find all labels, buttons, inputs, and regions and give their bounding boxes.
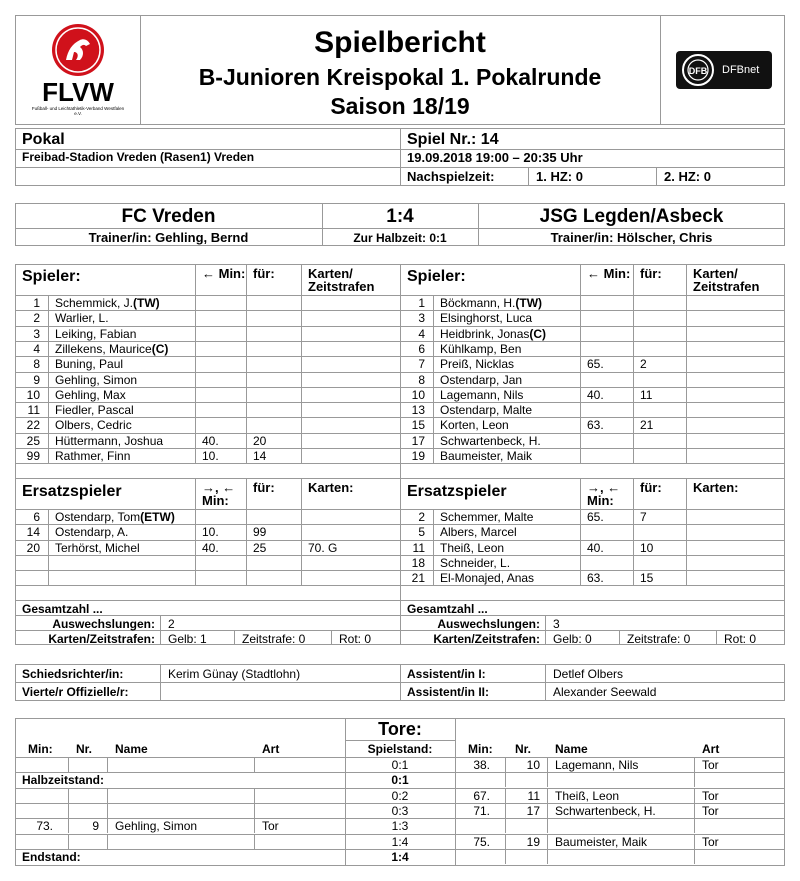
goal-away-nr: 11 [527,788,540,803]
home-red-count: Rot: 0 [339,632,372,646]
home-sub-nr: 6 [33,510,40,524]
goal-away-nr: 10 [526,758,540,772]
away-substitutions-label: Auswechslungen: [437,617,540,631]
away-in-out-min-label: →, ← Min: [587,480,621,508]
away-sub-for: 7 [640,510,647,524]
away-player-name: Preiß, Nicklas [440,357,515,372]
home-sub-in-min: 40. [202,540,219,555]
referee-label: Schiedsrichter/in: [22,667,124,681]
goals-col-type-home: Art [262,742,280,756]
goals-col-nr-away: Nr. [515,742,532,756]
goals-col-min-home: Min: [28,742,53,756]
away-player-nr: 1 [418,296,425,310]
goals-col-nr-home: Nr. [76,742,93,756]
away-totals-heading: Gesamtzahl ... [407,602,488,616]
stoppage-second-half: 2. HZ: 0 [664,169,711,184]
away-sub-in-min: 40. [587,540,604,555]
home-sub-nr: 20 [26,540,40,555]
away-sub-nr: 5 [418,525,425,540]
home-substitutions-count: 2 [168,617,175,631]
assistant1-label: Assistent/in I: [407,667,486,681]
home-player-sub-for: 20 [253,433,267,448]
home-player-name: Rathmer, Finn [55,449,131,463]
goal-away-name: Schwartenbeck, H. [555,803,656,818]
away-sub-name: Albers, Marcel [440,525,517,540]
goals-summary-label: Halbzeitstand: [22,773,105,788]
away-player-sub-min: 40. [587,387,604,402]
goal-away-type: Tor [702,758,719,772]
goal-away-type: Tor [702,788,719,803]
away-cards-time-label: Karten/ Zeitstrafen [693,266,760,294]
away-coach: Trainer/in: Hölscher, Chris [550,230,713,245]
home-sub-name: Terhörst, Michel [55,540,140,555]
home-player-name: Leiking, Fabian [55,326,137,341]
home-player-nr: 2 [33,311,40,326]
home-subs-for-label: für: [253,480,275,495]
goal-away-type: Tor [702,834,719,849]
away-player-sub-for: 2 [640,357,647,372]
away-sub-name: Schemmer, Malte [440,510,534,524]
home-player-name: Olbers, Cedric [55,418,132,433]
stoppage-first-half: 1. HZ: 0 [536,169,583,184]
home-player-name: Zillekens, Maurice(C) [55,341,169,356]
home-sub-cards: 70. G [308,540,338,555]
away-out-min-label: ← Min: [587,266,631,281]
home-cards-penalties-label: Karten/Zeitstrafen: [48,632,155,646]
goals-heading: Tore: [378,719,422,739]
goal-away-min: 67. [473,788,490,803]
away-player-name: Schwartenbeck, H. [440,433,541,448]
home-sub-for: 99 [253,525,267,540]
goal-home-name: Gehling, Simon [115,819,198,834]
away-player-nr: 3 [418,311,425,326]
halftime-score: Zur Halbzeit: 0:1 [353,231,447,245]
dfb-emblem-icon [680,51,720,89]
home-player-name: Schemmick, J.(TW) [55,296,160,310]
away-player-name: Kühlkamp, Ben [440,341,522,356]
goal-running-score: 0:1 [391,758,409,772]
goal-away-nr: 17 [526,803,540,818]
home-substitutions-label: Auswechslungen: [52,617,155,631]
flvw-small-text: Fußball- und Leichtathletik-Verband Westfalen e.V. [31,106,125,116]
match-datetime: 19.09.2018 19:00 – 20:35 Uhr [407,150,583,165]
home-out-min-label: ← Min: [202,266,246,281]
home-sub-for: 25 [253,540,267,555]
home-sub-name: Ostendarp, Tom(ETW) [55,510,175,524]
away-player-name: Ostendarp, Jan [440,372,523,387]
goals-summary-score: 1:4 [391,849,409,864]
away-sub-in-min: 63. [587,571,604,586]
home-player-nr: 11 [27,403,40,418]
away-player-nr: 15 [411,418,425,433]
away-player-nr: 17 [411,433,425,448]
home-player-name: Gehling, Simon [55,372,138,387]
home-sub-role-tag: (ETW) [140,510,175,524]
home-in-out-min-label: →, ← Min: [202,480,236,508]
competition-label: Pokal [22,131,65,148]
home-totals-heading: Gesamtzahl ... [22,602,103,616]
home-player-sub-min: 40. [202,433,219,448]
away-player-nr: 10 [411,387,425,402]
referee-name: Kerim Günay (Stadtlohn) [168,667,301,681]
away-sub-nr: 11 [412,540,425,555]
report-season: Saison 18/19 [330,93,470,119]
home-player-nr: 10 [26,387,40,402]
goal-home-type: Tor [262,819,279,834]
home-yellow-count: Gelb: 1 [168,632,207,646]
home-cards-time-label: Karten/ Zeitstrafen [308,266,375,294]
goal-running-score: 0:3 [391,803,409,818]
away-team: JSG Legden/Asbeck [539,206,724,227]
assistant2-label: Assistent/in II: [407,685,490,699]
goal-home-min: 73. [36,819,53,834]
home-player-name: Hüttermann, Joshua [55,433,164,448]
home-player-role-tag: (C) [151,341,169,356]
home-sub-nr: 14 [26,525,40,540]
report-title: Spielbericht [314,26,486,59]
home-player-nr: 4 [33,341,40,356]
home-timepen-count: Zeitstrafe: 0 [242,632,306,646]
home-coach: Trainer/in: Gehling, Bernd [88,230,249,245]
goals-col-name-home: Name [115,742,148,756]
away-subs-cards-label: Karten: [693,480,739,495]
away-player-name: Lagemann, Nils [440,387,524,402]
goal-away-min: 75. [473,834,490,849]
goal-home-nr: 9 [92,819,99,834]
stoppage-label: Nachspielzeit: [407,169,495,184]
away-player-sub-min: 65. [587,357,604,372]
home-player-role-tag: (TW) [133,296,160,310]
goals-col-score: Spielstand: [367,742,433,756]
goal-away-name: Baumeister, Maik [555,834,648,849]
away-sub-for: 10 [640,540,654,555]
away-yellow-count: Gelb: 0 [553,632,592,646]
home-player-sub-for: 14 [253,449,267,463]
home-player-nr: 25 [26,433,40,448]
venue: Freibad-Stadion Vreden (Rasen1) Vreden [22,150,255,164]
home-subs-heading: Ersatzspieler [22,483,122,500]
away-player-role-tag: (TW) [515,296,543,310]
away-sub-in-min: 65. [587,510,604,524]
home-player-nr: 9 [33,372,40,387]
away-player-name: Ostendarp, Malte [440,403,533,418]
away-subs-for-label: für: [640,480,662,495]
goal-away-min: 71. [473,803,490,818]
goal-running-score: 1:3 [391,819,409,834]
assistant2-name: Alexander Seewald [553,685,657,699]
away-player-nr: 8 [418,372,425,387]
goal-running-score: 1:4 [391,834,409,849]
away-red-count: Rot: 0 [724,632,757,646]
away-subs-heading: Ersatzspieler [407,483,507,500]
goal-away-name: Theiß, Leon [555,788,620,803]
away-player-sub-for: 11 [640,387,653,402]
home-sub-in-min: 10. [202,525,219,540]
away-player-sub-for: 21 [640,418,654,433]
away-player-sub-min: 63. [587,418,604,433]
away-player-name: Böckmann, H.(TW) [440,296,543,310]
home-player-sub-min: 10. [202,449,219,463]
goals-col-name-away: Name [555,742,588,756]
home-player-name: Fiedler, Pascal [55,403,134,418]
goal-away-type: Tor [702,803,719,818]
home-team: FC Vreden [121,206,216,227]
away-player-nr: 4 [418,326,425,341]
home-player-name: Gehling, Max [55,387,126,402]
away-sub-nr: 18 [411,555,425,570]
home-player-nr: 3 [33,326,40,341]
away-player-name: Korten, Leon [440,418,509,433]
away-sub-nr: 2 [418,510,425,524]
away-for-label: für: [640,266,662,281]
goals-summary-score: 0:1 [391,773,409,788]
away-player-nr: 19 [411,449,425,463]
dfbnet-wordmark: DFBnet [722,64,760,76]
away-cards-penalties-label: Karten/Zeitstrafen: [433,632,540,646]
dfbnet-logo [676,51,772,89]
away-player-nr: 7 [418,357,425,372]
away-player-nr: 6 [418,341,425,356]
final-score: 1:4 [386,206,414,227]
away-player-role-tag: (C) [529,326,547,341]
goals-summary-label: Endstand: [22,849,81,864]
home-player-name: Warlier, L. [55,311,109,326]
away-timepen-count: Zeitstrafe: 0 [627,632,691,646]
away-player-name: Elsinghorst, Luca [440,311,533,326]
away-sub-name: Schneider, L. [440,555,511,570]
away-player-name: Heidbrink, Jonas(C) [440,326,547,341]
assistant1-name: Detlef Olbers [553,667,624,681]
away-player-nr: 13 [411,403,425,418]
away-player-name: Baumeister, Maik [440,449,533,463]
home-sub-name: Ostendarp, A. [55,525,129,540]
fourth-official-label: Vierte/r Offizielle/r: [22,685,129,699]
match-number: Spiel Nr.: 14 [407,131,499,148]
goal-running-score: 0:2 [391,788,409,803]
goal-away-name: Lagemann, Nils [555,758,639,772]
home-players-heading: Spieler: [22,268,81,285]
goal-away-min: 38. [473,758,490,772]
away-sub-for: 15 [640,571,654,586]
report-subtitle: B-Junioren Kreispokal 1. Pokalrunde [198,64,602,90]
goals-col-min-away: Min: [468,742,493,756]
home-player-name: Buning, Paul [55,357,124,372]
home-subs-cards-label: Karten: [308,480,354,495]
away-sub-name: Theiß, Leon [440,540,505,555]
home-player-nr: 8 [33,357,40,372]
home-for-label: für: [253,266,275,281]
home-player-nr: 1 [33,296,40,310]
away-sub-name: El-Monajed, Anas [440,571,535,586]
home-player-nr: 99 [26,449,40,463]
flvw-wordmark: FLVW [42,77,114,107]
goals-col-type-away: Art [702,742,720,756]
svg-text:DFB: DFB [688,66,708,76]
away-players-heading: Spieler: [407,268,466,285]
home-player-nr: 22 [26,418,40,433]
goal-away-nr: 19 [526,834,540,849]
away-sub-nr: 21 [411,571,425,586]
away-substitutions-count: 3 [553,617,560,631]
flvw-logo [22,20,134,120]
